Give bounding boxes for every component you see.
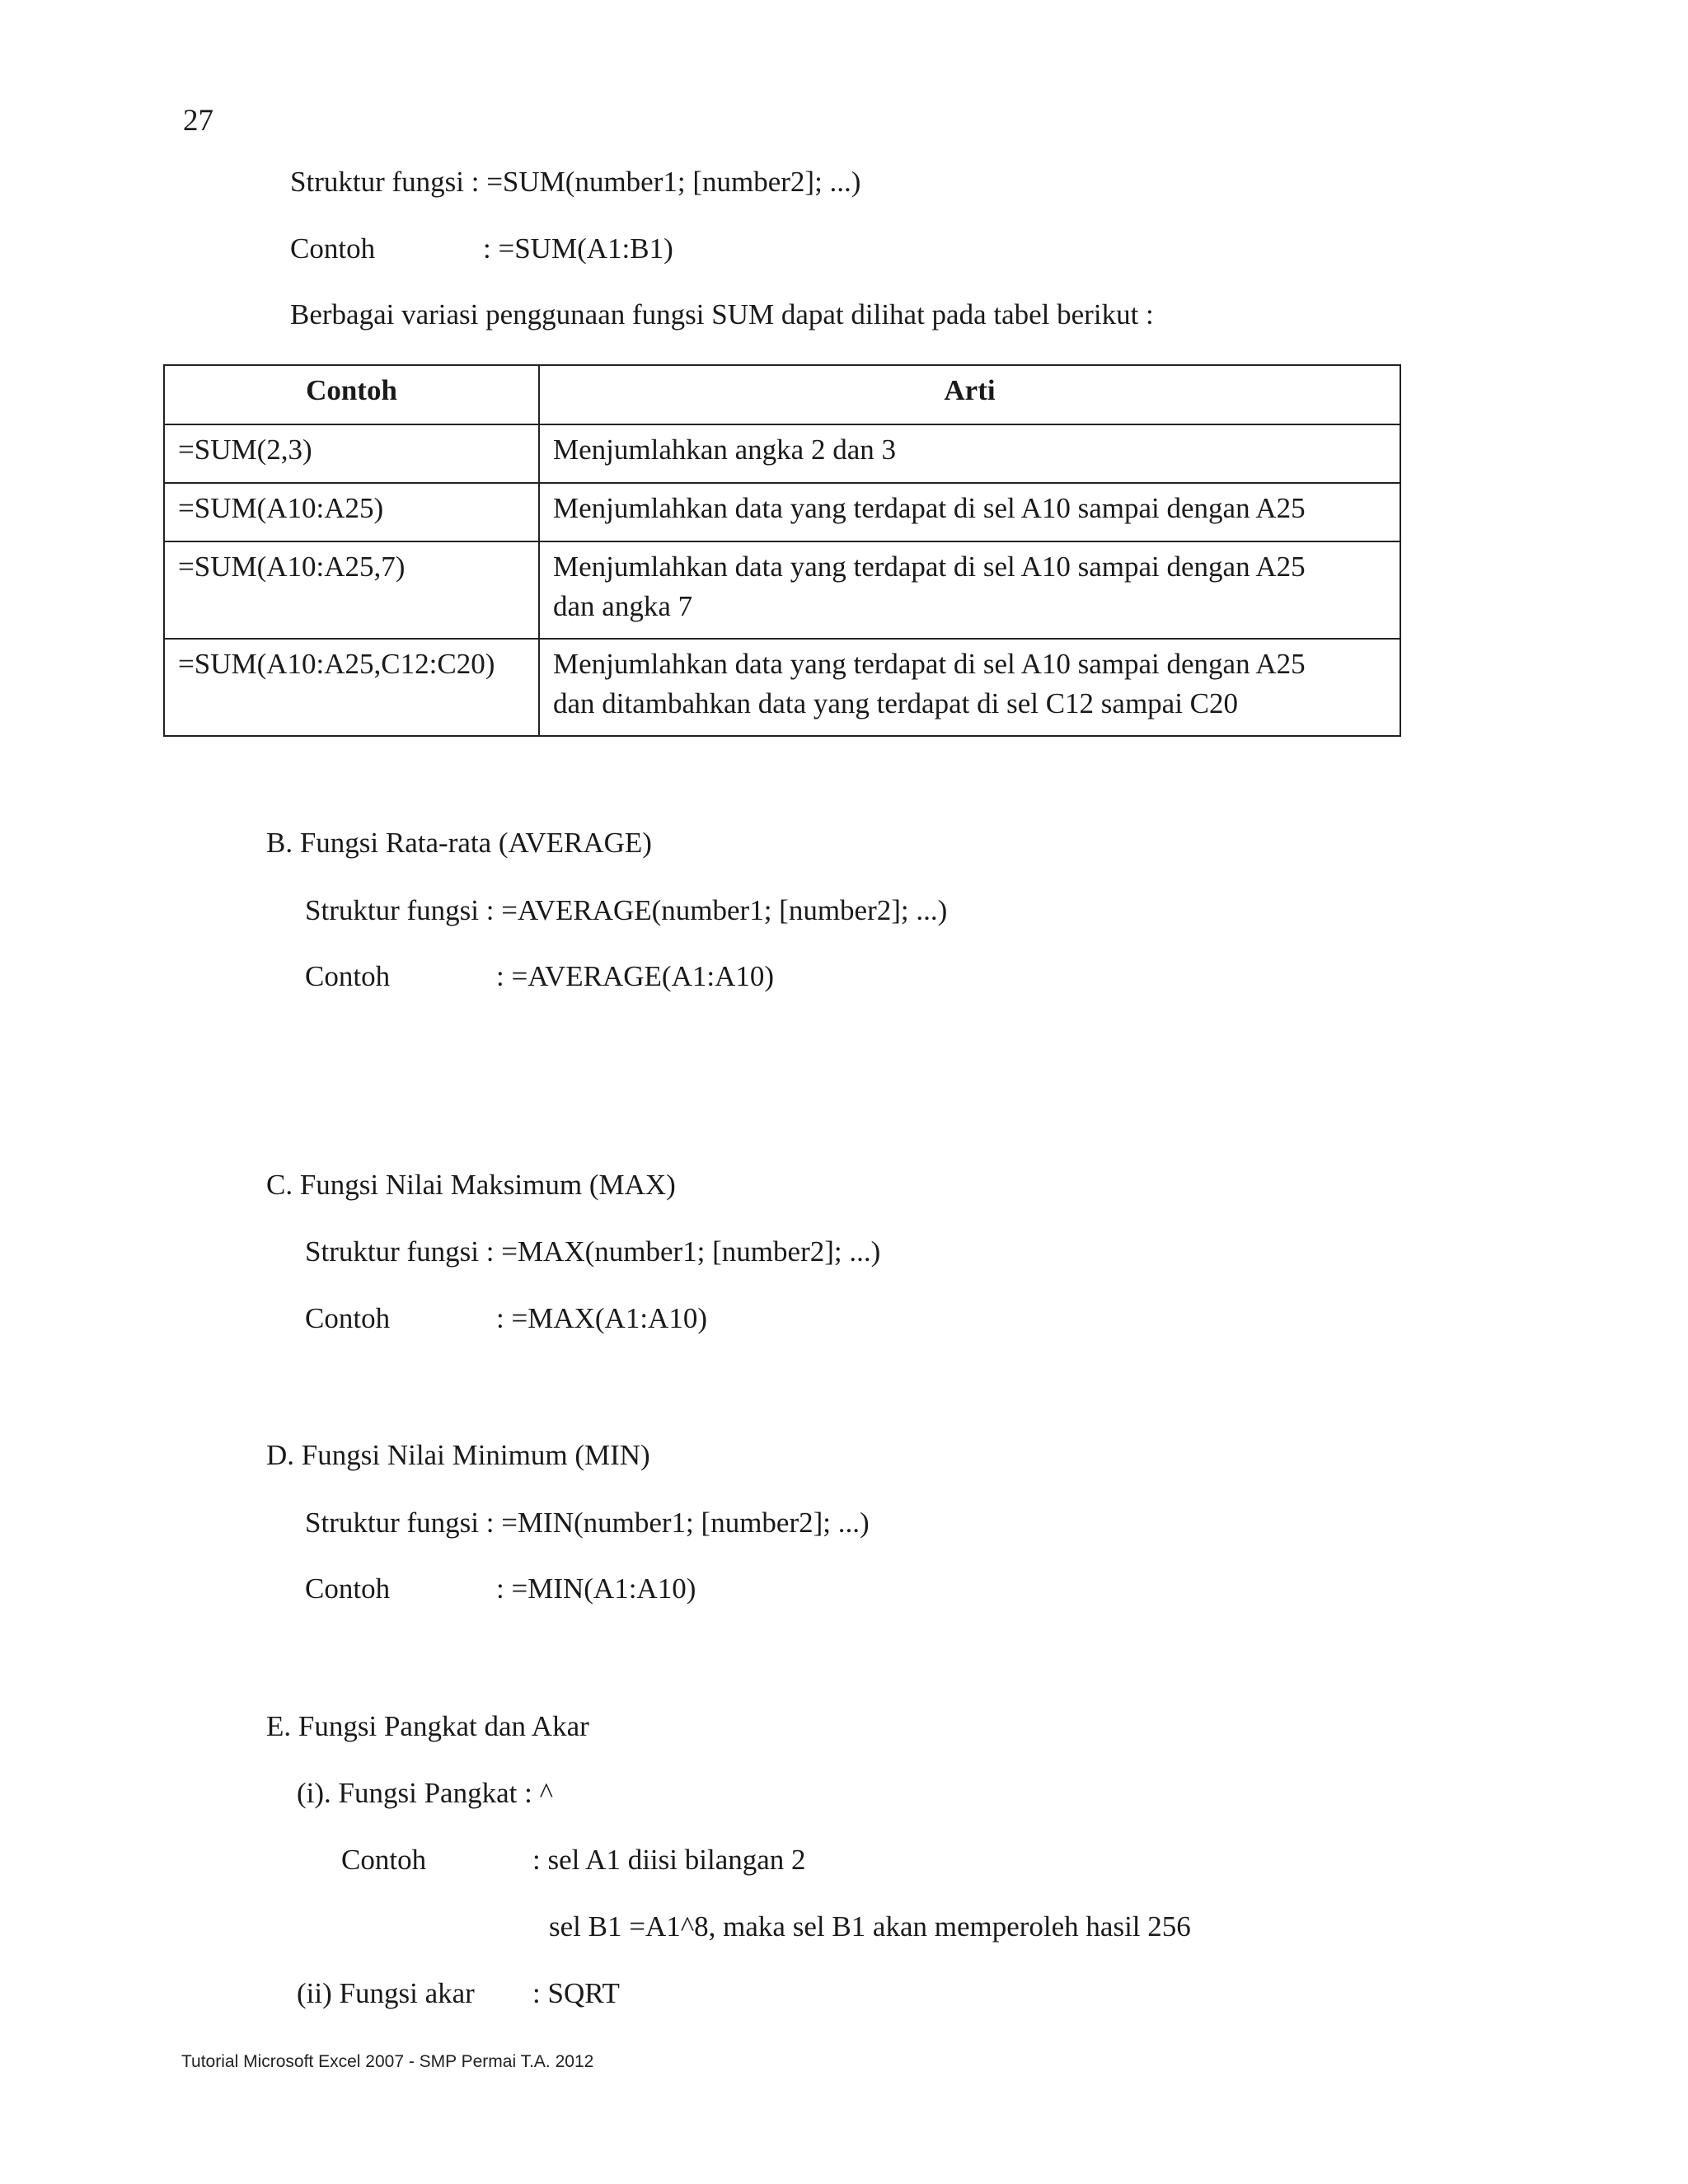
page-footer: Tutorial Microsoft Excel 2007 - SMP Permai T.A. 2012 (181, 2052, 594, 2071)
table-row (164, 541, 1400, 639)
max-heading: C. Fungsi Nilai Maksimum (MAX) (266, 1169, 676, 1201)
table-row (164, 639, 1400, 736)
min-example-label: Contoh (305, 1572, 391, 1605)
min-heading: D. Fungsi Nilai Minimum (MIN) (266, 1439, 650, 1471)
average-example-value: : =AVERAGE(A1:A10) (496, 960, 774, 992)
power-example-line2: sel B1 =A1^8, maka sel B1 akan memperoleh hasil 256 (549, 1910, 1191, 1943)
sum-variations-table (163, 364, 1401, 737)
average-heading: B. Fungsi Rata-rata (AVERAGE) (266, 827, 652, 859)
average-structure: Struktur fungsi : =AVERAGE(number1; [number2]; ...) (305, 894, 948, 926)
column-header-arti: Arti (539, 365, 1400, 424)
cell-arti: Menjumlahkan angka 2 dan 3 (539, 424, 1400, 483)
power-subheading-i: (i). Fungsi Pangkat : ^ (297, 1777, 554, 1809)
page-number: 27 (183, 104, 213, 138)
power-heading: E. Fungsi Pangkat dan Akar (266, 1710, 589, 1742)
cell-contoh: =SUM(A10:A25,7) (164, 541, 539, 639)
root-function-name: : SQRT (532, 1977, 620, 2009)
cell-arti: Menjumlahkan data yang terdapat di sel A10 sampai dengan A25 (539, 483, 1400, 541)
cell-arti-line: Menjumlahkan data yang terdapat di sel A10 sampai dengan A25 (553, 648, 1306, 680)
cell-arti (539, 541, 1400, 639)
cell-contoh: =SUM(A10:A25,C12:C20) (164, 639, 539, 736)
sum-example-label: Contoh (290, 232, 376, 265)
table-row (164, 483, 1400, 541)
power-example-line1: : sel A1 diisi bilangan 2 (532, 1844, 806, 1876)
sum-structure: Struktur fungsi : =SUM(number1; [number2]; ...) (290, 166, 861, 198)
table-row (164, 424, 1400, 483)
max-structure: Struktur fungsi : =MAX(number1; [number2]; ...) (305, 1235, 881, 1268)
average-example-label: Contoh (305, 960, 391, 992)
sum-example-value: : =SUM(A1:B1) (483, 232, 673, 265)
sum-table-intro: Berbagai variasi penggunaan fungsi SUM dapat dilihat pada tabel berikut : (290, 298, 1154, 330)
cell-contoh: =SUM(A10:A25) (164, 483, 539, 541)
min-example-value: : =MIN(A1:A10) (496, 1572, 696, 1605)
cell-arti-line: dan ditambahkan data yang terdapat di sel C12 sampai C20 (553, 687, 1239, 719)
max-example-value: : =MAX(A1:A10) (496, 1302, 707, 1334)
power-example-label: Contoh (341, 1844, 427, 1876)
table-header-row (164, 365, 1400, 424)
cell-arti-line: dan angka 7 (553, 590, 693, 622)
cell-contoh: =SUM(2,3) (164, 424, 539, 483)
root-subheading-ii: (ii) Fungsi akar (297, 1977, 475, 2009)
max-example-label: Contoh (305, 1302, 391, 1334)
cell-arti (539, 639, 1400, 736)
min-structure: Struktur fungsi : =MIN(number1; [number2]; ...) (305, 1507, 870, 1539)
column-header-contoh: Contoh (164, 365, 539, 424)
cell-arti-line: Menjumlahkan data yang terdapat di sel A10 sampai dengan A25 (553, 551, 1306, 583)
